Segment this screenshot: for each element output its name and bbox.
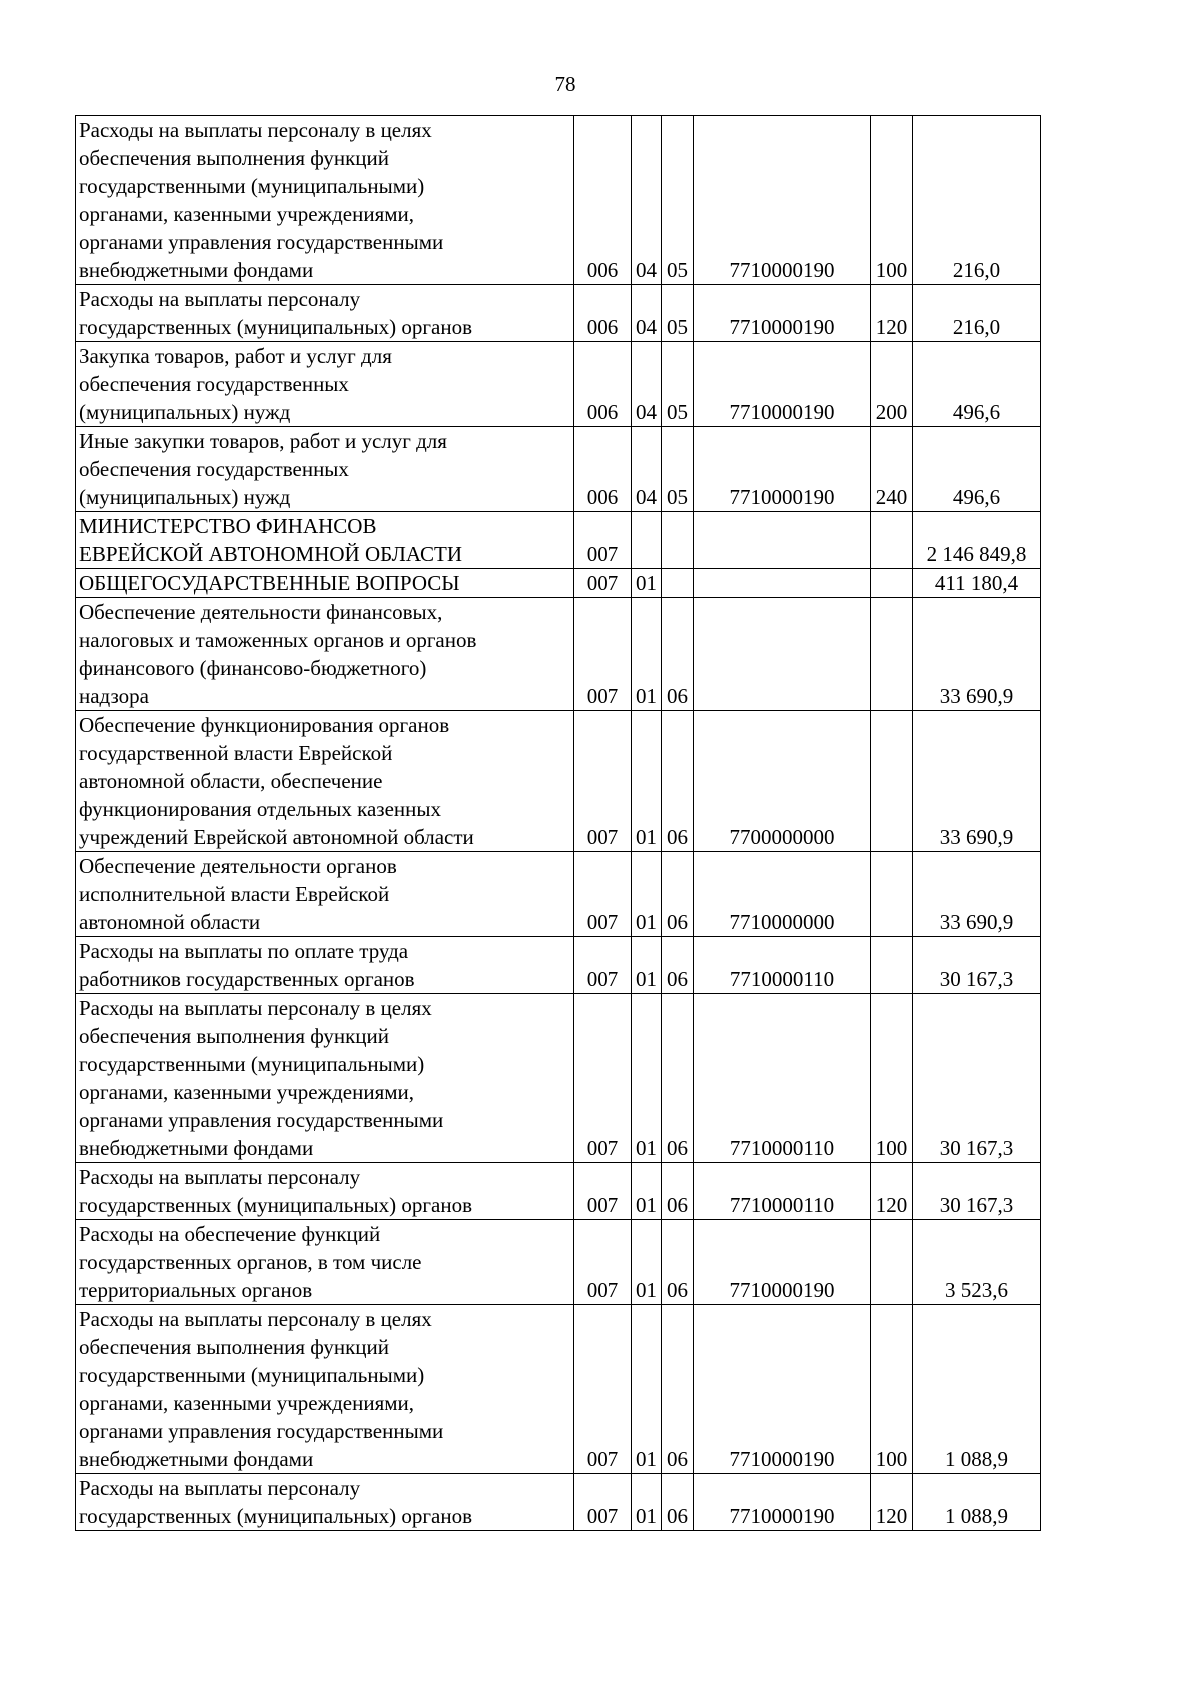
item-name-cell [76,937,574,994]
table-row [76,1163,1041,1220]
ved-code-cell: 007 [574,994,632,1163]
target-article-cell: 7710000110 [694,937,871,994]
expense-type-cell [871,598,913,711]
expense-type-cell: 100 [871,116,913,285]
subsection-code-cell: 06 [662,852,694,937]
amount-cell: 33 690,9 [913,598,1041,711]
amount-cell: 2 146 849,8 [913,512,1041,569]
item-name-line: Расходы на выплаты персоналу [79,1476,361,1500]
table-row [76,1220,1041,1305]
table-row [76,994,1041,1163]
amount-cell: 216,0 [913,285,1041,342]
amount-cell: 1 088,9 [913,1305,1041,1474]
item-name-line: внебюджетными фондами [79,258,314,282]
subsection-code-cell: 06 [662,1474,694,1531]
item-name-cell [76,598,574,711]
expense-type-cell [871,1220,913,1305]
target-article-cell: 7710000190 [694,116,871,285]
section-code-cell: 04 [632,285,662,342]
subsection-code-cell: 06 [662,598,694,711]
item-name-line: Расходы на выплаты персоналу в целях [79,1307,432,1331]
expense-type-cell: 120 [871,1163,913,1220]
item-name-line: Расходы на выплаты по оплате труда [79,939,409,963]
item-name-line: Обеспечение деятельности органов [79,854,397,878]
subsection-code-cell: 06 [662,1305,694,1474]
subsection-code-cell: 05 [662,285,694,342]
section-code-cell: 01 [632,994,662,1163]
item-name-line: органами, казенными учреждениями, [79,1080,415,1104]
item-name-line: Закупка товаров, работ и услуг для [79,344,392,368]
target-article-cell: 7710000190 [694,342,871,427]
section-code-cell: 04 [632,116,662,285]
expense-type-cell [871,569,913,598]
table-row [76,569,1041,598]
section-code-cell [632,512,662,569]
item-name-line: государственными (муниципальными) [79,1363,425,1387]
target-article-cell: 7710000190 [694,1220,871,1305]
item-name-line: Расходы на выплаты персоналу в целях [79,996,432,1020]
amount-cell: 33 690,9 [913,852,1041,937]
item-name-line: Обеспечение деятельности финансовых, [79,600,443,624]
expense-type-cell [871,512,913,569]
target-article-cell: 7700000000 [694,711,871,852]
item-name-line: внебюджетными фондами [79,1447,314,1471]
item-name-cell [76,1163,574,1220]
item-name-line: органами, казенными учреждениями, [79,1391,415,1415]
subsection-code-cell [662,569,694,598]
expense-type-cell: 100 [871,994,913,1163]
item-name-line: (муниципальных) нужд [79,400,291,424]
item-name-cell [76,852,574,937]
subsection-code-cell: 05 [662,342,694,427]
item-name-line: государственными (муниципальными) [79,174,425,198]
item-name-line: органами управления государственными [79,230,444,254]
ved-code-cell: 007 [574,937,632,994]
item-name-line: обеспечения выполнения функций [79,146,390,170]
amount-cell: 30 167,3 [913,937,1041,994]
item-name-cell [76,116,574,285]
item-name-line: Расходы на выплаты персоналу [79,287,361,311]
item-name-line: Расходы на выплаты персоналу в целях [79,118,432,142]
item-name-line: государственных (муниципальных) органов [79,1193,473,1217]
section-code-cell: 01 [632,1163,662,1220]
expense-type-cell: 100 [871,1305,913,1474]
item-name-line: функционирования отдельных казенных [79,797,442,821]
subsection-code-cell: 06 [662,994,694,1163]
ved-code-cell: 007 [574,852,632,937]
item-name-line: надзора [79,684,149,708]
item-name-line: финансового (финансово-бюджетного) [79,656,427,680]
item-name-cell [76,711,574,852]
table-row [76,285,1041,342]
table-row [76,512,1041,569]
table-row [76,116,1041,285]
item-name-cell [76,512,574,569]
amount-cell: 1 088,9 [913,1474,1041,1531]
item-name-line: ОБЩЕГОСУДАРСТВЕННЫЕ ВОПРОСЫ [79,571,460,595]
budget-table [75,115,1041,1531]
table-row [76,427,1041,512]
target-article-cell [694,598,871,711]
section-code-cell: 01 [632,937,662,994]
target-article-cell: 7710000000 [694,852,871,937]
ved-code-cell: 007 [574,512,632,569]
target-article-cell: 7710000190 [694,427,871,512]
item-name-line: ЕВРЕЙСКОЙ АВТОНОМНОЙ ОБЛАСТИ [79,542,463,566]
ved-code-cell: 006 [574,116,632,285]
subsection-code-cell: 06 [662,711,694,852]
expense-type-cell: 200 [871,342,913,427]
amount-cell: 496,6 [913,427,1041,512]
subsection-code-cell: 06 [662,1163,694,1220]
item-name-cell [76,285,574,342]
item-name-line: автономной области, обеспечение [79,769,383,793]
expense-type-cell [871,852,913,937]
item-name-cell [76,342,574,427]
ved-code-cell: 007 [574,1474,632,1531]
item-name-cell [76,1305,574,1474]
target-article-cell [694,512,871,569]
amount-cell: 30 167,3 [913,1163,1041,1220]
page-number: 78 [554,72,576,96]
amount-cell: 411 180,4 [913,569,1041,598]
table-row [76,852,1041,937]
subsection-code-cell: 06 [662,937,694,994]
item-name-line: Обеспечение функционирования органов [79,713,450,737]
section-code-cell: 01 [632,852,662,937]
item-name-line: учреждений Еврейской автономной области [79,825,474,849]
ved-code-cell: 006 [574,342,632,427]
table-row [76,1474,1041,1531]
table-row [76,711,1041,852]
section-code-cell: 04 [632,427,662,512]
table-row [76,598,1041,711]
ved-code-cell: 007 [574,569,632,598]
ved-code-cell: 007 [574,1305,632,1474]
subsection-code-cell [662,512,694,569]
item-name-line: внебюджетными фондами [79,1136,314,1160]
ved-code-cell: 007 [574,711,632,852]
item-name-line: государственных (муниципальных) органов [79,1504,473,1528]
expense-type-cell: 120 [871,285,913,342]
section-code-cell: 01 [632,1474,662,1531]
item-name-line: государственных (муниципальных) органов [79,315,473,339]
table-row [76,342,1041,427]
item-name-line: исполнительной власти Еврейской [79,882,390,906]
section-code-cell: 01 [632,1220,662,1305]
item-name-line: (муниципальных) нужд [79,485,291,509]
amount-cell: 30 167,3 [913,994,1041,1163]
item-name-line: работников государственных органов [79,967,415,991]
ved-code-cell: 007 [574,598,632,711]
expense-type-cell [871,711,913,852]
ved-code-cell: 006 [574,427,632,512]
target-article-cell: 7710000190 [694,1474,871,1531]
item-name-line: Расходы на выплаты персоналу [79,1165,361,1189]
section-code-cell: 01 [632,569,662,598]
section-code-cell: 01 [632,598,662,711]
section-code-cell: 01 [632,711,662,852]
item-name-cell [76,1474,574,1531]
item-name-line: государственными (муниципальными) [79,1052,425,1076]
item-name-line: органами управления государственными [79,1419,444,1443]
expense-type-cell: 240 [871,427,913,512]
section-code-cell: 04 [632,342,662,427]
amount-cell: 3 523,6 [913,1220,1041,1305]
item-name-line: автономной области [79,910,261,934]
subsection-code-cell: 05 [662,427,694,512]
item-name-line: обеспечения государственных [79,457,349,481]
table-row [76,937,1041,994]
item-name-line: МИНИСТЕРСТВО ФИНАНСОВ [79,514,377,538]
item-name-cell [76,1220,574,1305]
table-row [76,1305,1041,1474]
subsection-code-cell: 05 [662,116,694,285]
item-name-line: Расходы на обеспечение функций [79,1222,381,1246]
target-article-cell: 7710000190 [694,285,871,342]
item-name-line: государственных органов, в том числе [79,1250,422,1274]
item-name-line: государственной власти Еврейской [79,741,393,765]
target-article-cell [694,569,871,598]
expense-type-cell [871,937,913,994]
table-body [76,116,1041,1531]
item-name-cell [76,427,574,512]
item-name-line: органами, казенными учреждениями, [79,202,415,226]
item-name-line: Иные закупки товаров, работ и услуг для [79,429,447,453]
item-name-cell [76,994,574,1163]
target-article-cell: 7710000190 [694,1305,871,1474]
amount-cell: 216,0 [913,116,1041,285]
ved-code-cell: 007 [574,1163,632,1220]
item-name-line: обеспечения государственных [79,372,349,396]
subsection-code-cell: 06 [662,1220,694,1305]
amount-cell: 33 690,9 [913,711,1041,852]
ved-code-cell: 007 [574,1220,632,1305]
item-name-line: налоговых и таможенных органов и органов [79,628,477,652]
amount-cell: 496,6 [913,342,1041,427]
ved-code-cell: 006 [574,285,632,342]
item-name-line: обеспечения выполнения функций [79,1335,390,1359]
target-article-cell: 7710000110 [694,1163,871,1220]
section-code-cell: 01 [632,1305,662,1474]
item-name-line: обеспечения выполнения функций [79,1024,390,1048]
item-name-cell [76,569,574,598]
item-name-line: органами управления государственными [79,1108,444,1132]
expense-type-cell: 120 [871,1474,913,1531]
item-name-line: территориальных органов [79,1278,313,1302]
target-article-cell: 7710000110 [694,994,871,1163]
